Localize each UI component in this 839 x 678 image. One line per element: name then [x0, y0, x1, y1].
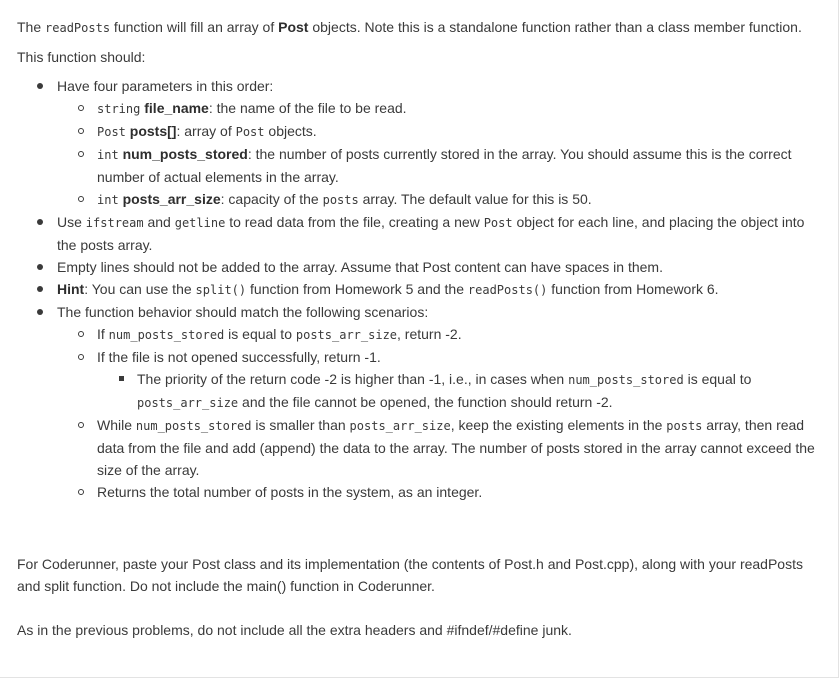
param-posts-arr-size: int posts_arr_size: capacity of the posts array. The default value for this is 50. [57, 188, 826, 211]
inline-code: readPosts [45, 21, 111, 35]
scenario-return-minus-2: If num_posts_stored is equal to posts_arr_size, return -2. [57, 323, 826, 346]
list-item-parameters: Have four parameters in this order: string file_name: the name of the file to be read. Post posts[]: array of Post objects. int num_posts_stored: the number of posts currently stored in the array. You should assume this is the correct number of actual elements in the array. int posts_arr_size: capacity of the posts array. The default value for this is 50. [17, 75, 826, 211]
scenarios-list [57, 323, 826, 503]
scenario-return-minus-1: If the file is not opened successfully, return -1. The priority of the return code -2 is higher than -1, i.e., in cases when num_posts_stored is equal to posts_arr_size and the file cannot be opened, the function should return -2. [57, 346, 826, 414]
intro-paragraph: The readPosts function will fill an array of Post objects. Note this is a standalone function rather than a class member function. [17, 19, 802, 35]
function-should-label: This function should: [17, 49, 146, 65]
bold-term: Post [278, 19, 309, 35]
previous-problems-paragraph: As in the previous problems, do not include all the extra headers and #ifndef/#define junk. [17, 622, 572, 638]
priority-note: The priority of the return code -2 is higher than -1, i.e., in cases when num_posts_stored is equal to posts_arr_size and the file cannot be opened, the function should return -2. [97, 368, 826, 414]
list-item-empty-lines: Empty lines should not be added to the array. Assume that Post content can have spaces in them. [17, 256, 826, 278]
parameters-list [57, 97, 826, 211]
list-item-ifstream: Use ifstream and getline to read data from the file, creating a new Post object for each line, and placing the object into the posts array. [17, 211, 826, 256]
requirements-list [17, 75, 826, 503]
param-posts: Post posts[]: array of Post objects. [57, 120, 826, 143]
param-num-posts-stored: int num_posts_stored: the number of posts currently stored in the array. You should assume this is the correct number of actual elements in the array. [57, 143, 826, 188]
scenario-return-total: Returns the total number of posts in the system, as an integer. [57, 481, 826, 503]
list-item-behavior: The function behavior should match the following scenarios: If num_posts_stored is equal to posts_arr_size, return -2. If the file is not opened successfully, return -1. The priority of the return code -2 is higher than -1, i.e., in cases when num_posts_stored is equal to posts_arr_size and the file cannot be opened, the function should return -2. While num_posts_stored is smaller than posts_arr_size, keep the existing elements in the posts array, then read data from the file and add (append) the data to the array. The number of posts stored in the array cannot exceed the size of the array. Returns the total number of posts in the system, as an integer. [17, 301, 826, 503]
scenario-append: While num_posts_stored is smaller than posts_arr_size, keep the existing elements in the posts array, then read data from the file and add (append) the data to the array. The number of posts stored in the array cannot exceed the size of the array. [57, 414, 826, 481]
param-file-name: string file_name: the name of the file to be read. [57, 97, 826, 120]
coderunner-paragraph: For Coderunner, paste your Post class and its implementation (the contents of Post.h and Post.cpp), along with your readPosts and split function. Do not include the main() function in Coderunner. [17, 556, 803, 594]
priority-note-list [97, 368, 826, 414]
list-item-hint: Hint: You can use the split() function from Homework 5 and the readPosts() function from Homework 6. [17, 278, 826, 301]
